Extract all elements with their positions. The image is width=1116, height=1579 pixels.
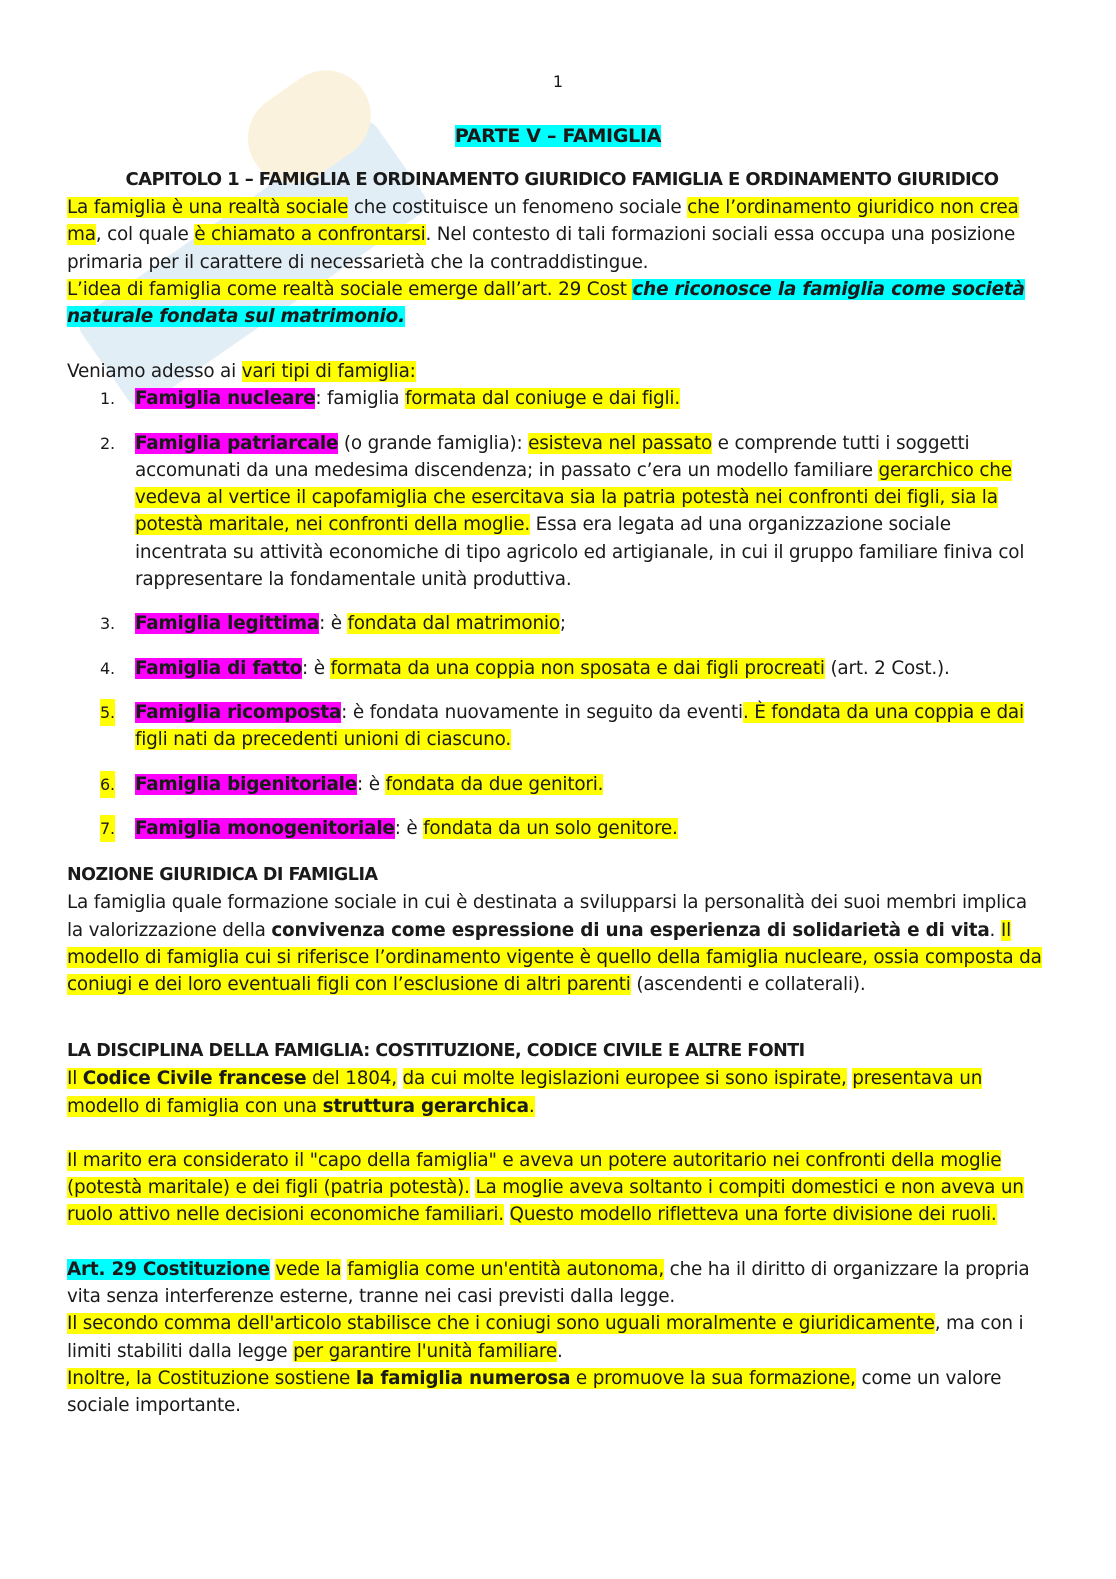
nozione-p1c: . [989,919,1001,941]
nozione-p1-bold: convivenza come espressione di una esperienza di solidarietà e di vita [271,919,990,941]
type-highlight: . È fondata da una coppia e dai figli nati da precedenti unioni di ciascuno. [135,701,1024,751]
nozione-highlight: Il modello di famiglia cui si riferisce l’ordinamento vigente è quello della famiglia nucleare, ossia composta da coniugi e dei loro eventuali figli con l’esclusione di altri parenti [67,919,1042,996]
page-title [0,125,1116,147]
disc-d1: Il secondo comma dell'articolo stabilisce che i coniugi sono uguali moralmente e giuridicamente [67,1313,935,1335]
type-name: Famiglia ricomposta [135,701,342,723]
intro-s5: è chiamato a confrontarsi [194,224,426,246]
disc-a7: presentava un modello di famiglia con una [67,1068,983,1117]
disc-a9: . [528,1095,535,1117]
type-highlight: formata dal coniuge e dai figli. [405,388,680,410]
nozione-p1: La famiglia quale formazione sociale in cui è destinata a svilupparsi la personalità dei suoi membri implica la valorizzazione della [67,892,1027,941]
type-sep: : famiglia [315,388,405,410]
type-highlight: formata da una coppia non sposata e dai figli procreati [330,657,825,679]
intro-s2: che costituisce un fenomeno sociale [348,197,688,218]
disc-d3: per garantire l'unità familiare [293,1340,557,1362]
type-highlight: esisteva nel passato [528,432,713,454]
item-number: 3. [100,614,115,634]
chapter-heading: CAPITOLO 1 – FAMIGLIA E ORDINAMENTO GIURIDICO FAMIGLIA E ORDINAMENTO GIURIDICO [125,169,999,190]
type-rest: ; [559,613,566,635]
list-item [67,610,1047,637]
intro-s3: che l’ordinamento giuridico non crea ma [67,197,1019,246]
disc-a1: Il [67,1068,83,1090]
disciplina-section [67,1038,1047,1420]
type-name: Famiglia patriarcale [135,432,339,454]
type-highlight: fondata dal matrimonio [347,613,560,635]
type-sep: : è [394,817,424,839]
disc-c1: Art. 29 Costituzione [67,1258,270,1280]
disc-a2: Codice Civile francese [82,1068,307,1090]
disc-b5: Questo modello rifletteva una forte divisione dei ruoli. [509,1204,997,1226]
item-number: 5. [100,699,115,726]
nozione-section [67,862,1047,998]
type-highlight-2: gerarchico che vedeva al vertice il capofamiglia che esercitava sia la patria potestà nei confronti dei figli, sia la potestà maritale, nei confronti della moglie. [135,459,1012,536]
disc-b1: Il marito era considerato il "capo della famiglia" e aveva un potere autoritario nei confronti della moglie (potestà maritale) e dei figli (patria potestà). [67,1149,1002,1199]
disc-b4 [504,1204,510,1225]
disc-e4: come un valore sociale importante. [67,1367,1002,1417]
family-types-section [67,358,1047,842]
disc-c3: vede la [275,1258,342,1280]
disc-a5: da cui molte legislazioni europee si sono ispirate, [402,1068,847,1090]
item-number: 7. [100,815,115,842]
disc-e2: la famiglia numerosa [355,1367,571,1389]
type-mid: e comprende tutti i soggetti accomunati da una medesima discendenza; in passato c’era un modello familiare [135,432,970,481]
item-number: 2. [100,433,115,453]
type-sep: : è [319,613,348,635]
type-name: Famiglia monogenitoriale [135,817,395,839]
disc-a8: struttura gerarchica [322,1095,529,1117]
type-sep: : è fondata nuovamente in seguito da eventi [341,701,743,723]
disc-c5: famiglia come un'entità autonoma, [347,1258,665,1280]
item-number: 6. [100,771,115,798]
list-item [67,655,1047,682]
intro-s7: L’idea di famiglia come realtà sociale emerge dall’art. 29 Cost [67,278,633,300]
nozione-p1d: (ascendenti e collaterali). [630,974,866,996]
disc-d2: , ma con i limiti stabiliti dalla legge [67,1313,1024,1362]
type-rest: Essa era legata ad una organizzazione sociale incentrata su attività economiche di tipo agricolo ed artigianale, in cui il gruppo familiare finiva col rappresentare la fondamentale unità produttiva. [135,514,1025,591]
title-text: PARTE V – FAMIGLIA [454,125,662,147]
intro-s4: , col quale [95,224,195,246]
type-sep: : è [302,657,331,679]
page-number: 1 [552,72,564,91]
section-heading-nozione: NOZIONE GIURIDICA DI FAMIGLIA [67,865,378,885]
disc-d4: . [556,1340,563,1362]
type-sep: : è [357,773,386,795]
disc-c6: che ha il diritto di organizzare la propria vita senza interferenze esterne, tranne nei casi previsti dalla legge. [67,1258,1030,1308]
types-intro-a: Veniamo adesso ai [67,361,242,382]
intro-s8: che riconosce la famiglia come società naturale fondata sul matrimonio. [67,278,1025,328]
section-heading-disciplina: LA DISCIPLINA DELLA FAMIGLIA: COSTITUZIONE, CODICE CIVILE E ALTRE FONTI [67,1041,805,1061]
disc-e3: e promuove la sua formazione, [570,1367,856,1389]
list-item [67,430,1047,594]
list-item [67,815,1047,842]
type-name: Famiglia legittima [135,613,320,635]
type-sep: (o grande famiglia): [338,432,529,454]
disc-a4 [397,1068,403,1089]
disc-b3: La moglie aveva soltanto i compiti domestici e non aveva un ruolo attivo nelle decisioni economiche familiari. [67,1177,1024,1226]
disc-e1: Inoltre, la Costituzione sostiene [67,1367,356,1389]
types-intro-b: vari tipi di famiglia: [241,361,416,382]
type-name: Famiglia bigenitoriale [135,773,358,795]
type-highlight: fondata da un solo genitore. [423,817,678,839]
intro-s6: . Nel contesto di tali formazioni sociali essa occupa una posizione primaria per il carattere di necessarietà che la contraddistingue. [67,224,1016,273]
item-number: 1. [100,389,115,409]
list-item [67,385,1047,412]
type-name: Famiglia di fatto [135,657,303,679]
item-number: 4. [100,658,115,678]
intro-paragraph [67,194,1047,330]
list-item [67,699,1047,754]
list-item [67,771,1047,798]
disc-a3: del 1804, [306,1068,397,1090]
intro-s1: La famiglia è una realtà sociale [67,197,349,218]
type-name: Famiglia nucleare [135,388,316,410]
type-rest: (art. 2 Cost.). [824,657,950,679]
type-highlight: fondata da due genitori. [385,773,604,795]
family-types-list [67,385,1047,842]
